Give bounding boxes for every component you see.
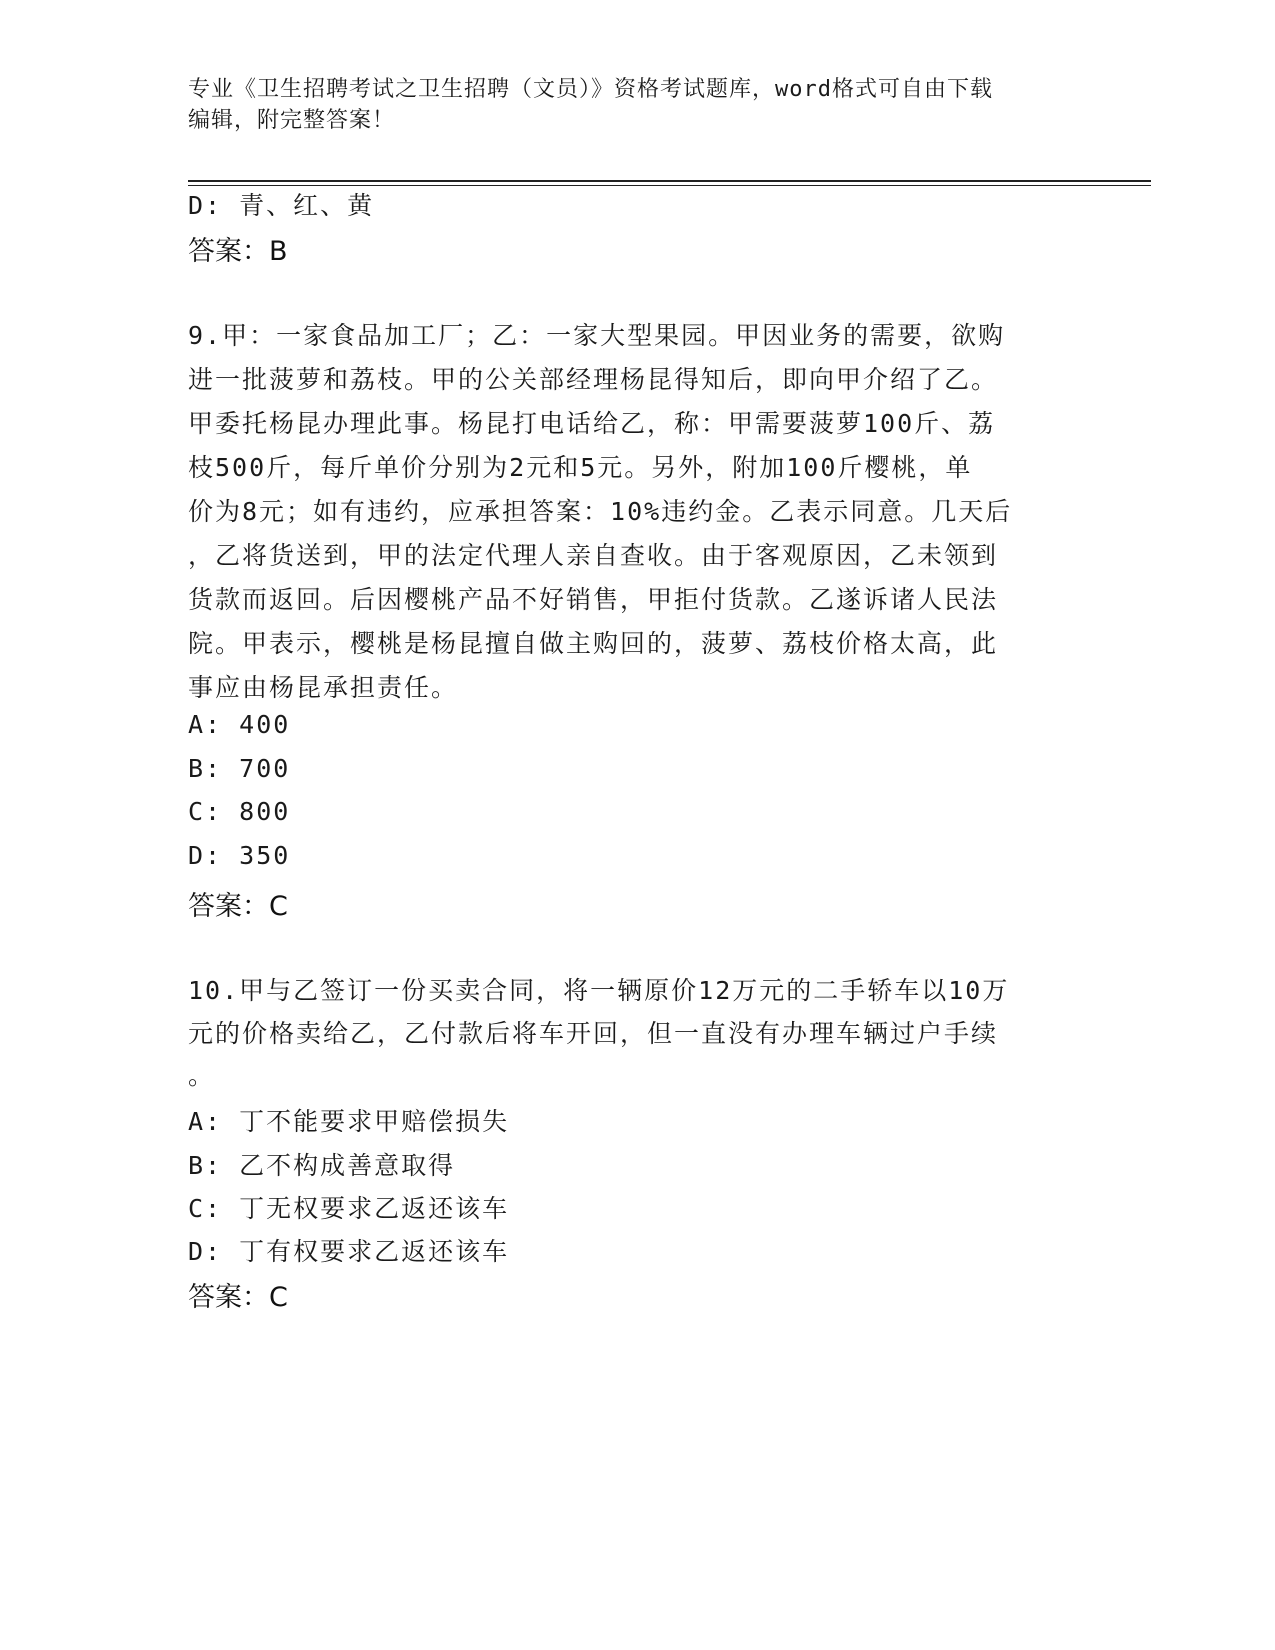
header-line-1-text: 专业《卫生招聘考试之卫生招聘（文员）》资格考试题库，word格式可自由下载 [188,77,993,102]
q10-option-c: C: 丁无权要求乙返还该车 [188,1194,510,1223]
q10-option-d: D: 丁有权要求乙返还该车 [188,1237,510,1266]
header-line-2-text: 编辑，附完整答案！ [188,108,396,133]
q9-text-line: 甲委托杨昆办理此事。杨昆打电话给乙，称：甲需要菠萝100斤、荔 [188,409,996,438]
q9-text-line: 院。甲表示，樱桃是杨昆擅自做主购回的，菠萝、荔枝价格太高，此 [188,629,999,658]
q9-text-line: ，乙将货送到，甲的法定代理人亲自查收。由于客观原因，乙未领到 [188,541,999,570]
q9-answer: 答案：C [188,891,288,922]
q10-text-line: 10.甲与乙签订一份买卖合同，将一辆原价12万元的二手轿车以10万 [188,976,1010,1005]
header-rule-thick [188,180,1151,182]
q10-option-b: B: 乙不构成善意取得 [188,1151,456,1180]
prev-option-d: D: 青、红、黄 [188,191,375,220]
q10-text-line: 元的价格卖给乙，乙付款后将车开回，但一直没有办理车辆过户手续 [188,1019,999,1048]
q10-answer: 答案：C [188,1282,288,1313]
q10-option-a: A: 丁不能要求甲赔偿损失 [188,1107,510,1136]
q10-text-line: 。 [188,1061,216,1090]
q9-option-d: D: 350 [188,841,291,870]
q9-text-line: 进一批菠萝和荔枝。甲的公关部经理杨昆得知后，即向甲介绍了乙。 [188,365,999,394]
q9-text-line: 事应由杨昆承担责任。 [188,673,459,702]
q9-option-a: A: 400 [188,710,291,739]
q9-option-b: B: 700 [188,754,291,783]
q9-text-line: 价为8元；如有违约，应承担答案：10%违约金。乙表示同意。几天后 [188,497,1013,526]
prev-answer: 答案：B [188,236,288,267]
document-header [188,74,1068,136]
q9-text-line: 枝500斤，每斤单价分别为2元和5元。另外，附加100斤樱桃，单 [188,453,973,482]
q9-option-c: C: 800 [188,797,291,826]
q9-text-line: 货款而返回。后因樱桃产品不好销售，甲拒付货款。乙遂诉诸人民法 [188,585,999,614]
q9-text-line: 9.甲：一家食品加工厂；乙：一家大型果园。甲因业务的需要，欲购 [188,321,1006,350]
